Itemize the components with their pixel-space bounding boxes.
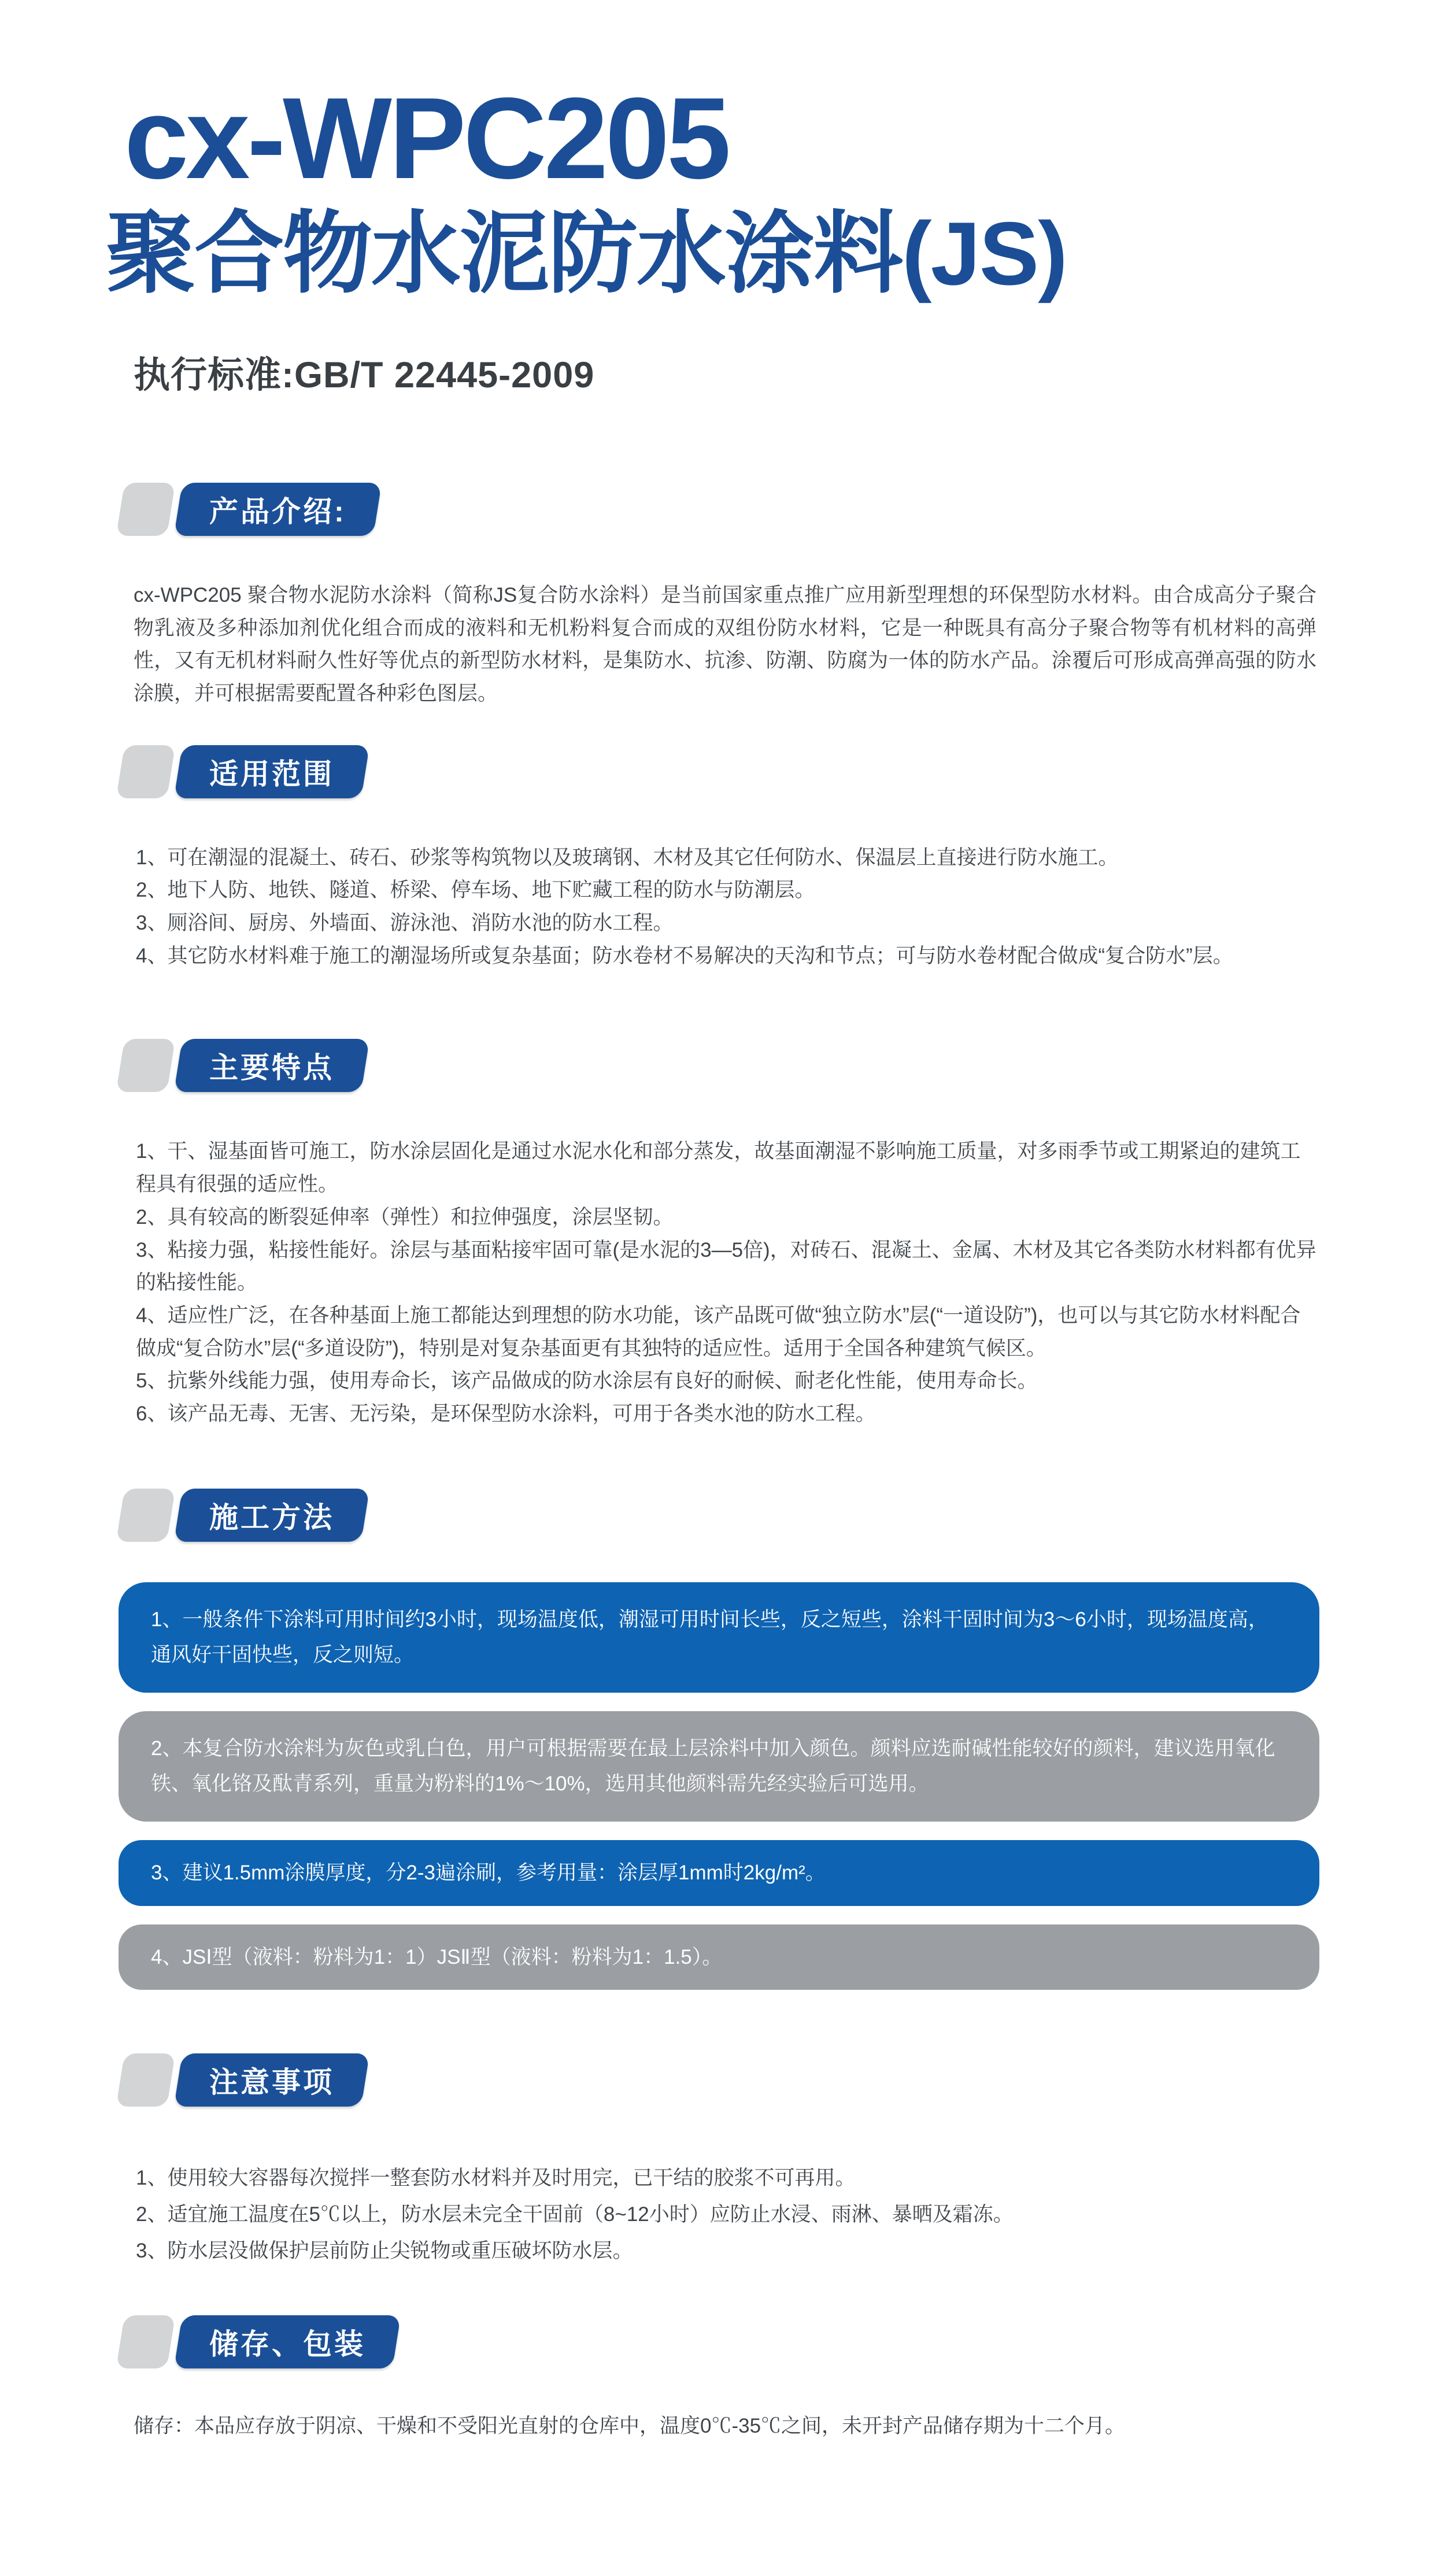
list-item: 5、抗紫外线能力强，使用寿命长，该产品做成的防水涂层有良好的耐候、耐老化性能，使用寿命长。 (136, 1370, 1038, 1393)
section-main-features (0, 1039, 1435, 1430)
badge-accent-shape (116, 2315, 176, 2368)
section-badge (174, 2053, 370, 2107)
method-box-2: 2、本复合防水涂料为灰色或乳白色，用户可根据需要在最上层涂料中加入颜色。颜料应选耐碱性能较好的颜料，建议选用氧化铁、氧化铬及酞青系列，重量为粉料的1%～10%，选用其他颜料需先经实验后可选用。 (119, 1711, 1319, 1822)
list-item: 4、其它防水材料难于施工的潮湿场所或复杂基面；防水卷材不易解决的天沟和节点；可与防水卷材配合做成“复合防水”层。 (136, 944, 1233, 967)
list-item: 3、粘接力强，粘接性能好。涂层与基面粘接牢固可靠(是水泥的3—5倍)，对砖石、混凝土、金属、木材及其它各类防水材料都有优异的粘接性能。 (136, 1238, 1316, 1294)
list-item: 6、该产品无毒、无害、无污染，是环保型防水涂料，可用于各类水池的防水工程。 (136, 1402, 876, 1425)
section-storage-packaging (0, 2315, 1435, 2443)
section-construction-method (0, 1489, 1435, 1990)
badge-accent-shape (116, 483, 176, 536)
list-item: 3、厕浴间、厨房、外墙面、游泳池、消防水池的防水工程。 (136, 912, 674, 935)
product-code-title: cx-WPC205 (124, 74, 728, 203)
method-box-1: 1、一般条件下涂料可用时间约3小时，现场温度低，潮湿可用时间长些，反之短些，涂料干固时间为3～6小时，现场温度高，通风好干固快些，反之则短。 (119, 1582, 1319, 1693)
section-badge-row (120, 1489, 1435, 1542)
section-badge-row (120, 1039, 1435, 1092)
section-badge (174, 1039, 370, 1092)
standard-line: 执行标准:GB/T 22445-2009 (134, 354, 595, 395)
badge-accent-shape (116, 1039, 176, 1092)
section-badge-label: 适用范围 (209, 757, 334, 790)
section-badge-row (120, 745, 1435, 798)
list-item: 3、防水层没做保护层前防止尖锐物或重压破坏防水层。 (136, 2240, 633, 2263)
list-item: 2、适宜施工温度在5℃以上，防水层未完全干固前（8~12小时）应防止水浸、雨淋、暴晒及霜冻。 (136, 2203, 1014, 2226)
list-item: 4、适应性广泛，在各种基面上施工都能达到理想的防水功能，该产品既可做“独立防水”层(“一道设防”)，也可以与其它防水材料配合做成“复合防水”层(“多道设防”)，特别是对复杂基面更有其独特的适应性。适用于全国各种建筑气候区。 (136, 1304, 1301, 1360)
section-badge (174, 2315, 401, 2368)
list-item: 2、具有较高的断裂延伸率（弹性）和拉伸强度，涂层坚韧。 (136, 1205, 674, 1228)
section-badge-label: 储存、包装 (209, 2328, 365, 2361)
section-product-intro (0, 483, 1435, 710)
section-application-scope (0, 745, 1435, 973)
storage-paragraph: 储存：本品应存放于阴凉、干燥和不受阳光直射的仓库中，温度0℃-35℃之间，未开封产品储存期为十二个月。 (134, 2415, 1126, 2438)
section-badge-row (120, 2053, 1435, 2107)
section-badge (174, 1489, 370, 1542)
section-badge-label: 注意事项 (209, 2066, 334, 2099)
section-badge (174, 483, 382, 536)
badge-accent-shape (116, 2053, 176, 2107)
section-badge (174, 745, 370, 798)
product-name-title: 聚合物水泥防水涂料(JS) (106, 203, 1067, 304)
list-item: 2、地下人防、地铁、隧道、桥梁、停车场、地下贮藏工程的防水与防潮层。 (136, 879, 815, 902)
intro-paragraph: cx-WPC205 聚合物水泥防水涂料（简称JS复合防水涂料）是当前国家重点推广应用新型理想的环保型防水材料。由合成高分子聚合物乳液及多种添加剂优化组合而成的液料和无机粉料复合而成的双组份防水材料，它是一种既具有高分子聚合物等有机材料的高弹性，又有无机材料耐久性好等优点的新型防水材料，是集防水、抗渗、防潮、防腐为一体的防水产品。涂覆后可形成高弹高强的防水涂膜，并可根据需要配置各种彩色图层。 (134, 583, 1316, 705)
badge-accent-shape (116, 1489, 176, 1542)
list-item: 1、可在潮湿的混凝土、砖石、砂浆等构筑物以及玻璃钢、木材及其它任何防水、保温层上直接进行防水施工。 (136, 846, 1119, 869)
list-item: 1、干、湿基面皆可施工，防水涂层固化是通过水泥水化和部分蒸发，故基面潮湿不影响施工质量，对多雨季节或工期紧迫的建筑工程具有很强的适应性。 (136, 1140, 1301, 1196)
sheet-header (0, 74, 1435, 396)
product-sheet (0, 74, 1435, 2576)
section-badge-label: 主要特点 (209, 1052, 334, 1085)
method-box-3: 3、建议1.5mm涂膜厚度，分2-3遍涂刷，参考用量：涂层厚1mm时2kg/m²。 (119, 1840, 1319, 1906)
section-badge-row (120, 2315, 1435, 2368)
section-badge-label: 产品介绍: (209, 495, 346, 528)
section-badge-label: 施工方法 (209, 1501, 334, 1534)
section-precautions (0, 2053, 1435, 2269)
method-box-4: 4、JSⅠ型（液料：粉料为1：1）JSⅡ型（液料：粉料为1：1.5）。 (119, 1924, 1319, 1990)
list-item: 1、使用较大容器每次搅拌一整套防水材料并及时用完，已干结的胶浆不可再用。 (136, 2167, 856, 2190)
section-badge-row (120, 483, 1435, 536)
badge-accent-shape (116, 745, 176, 798)
